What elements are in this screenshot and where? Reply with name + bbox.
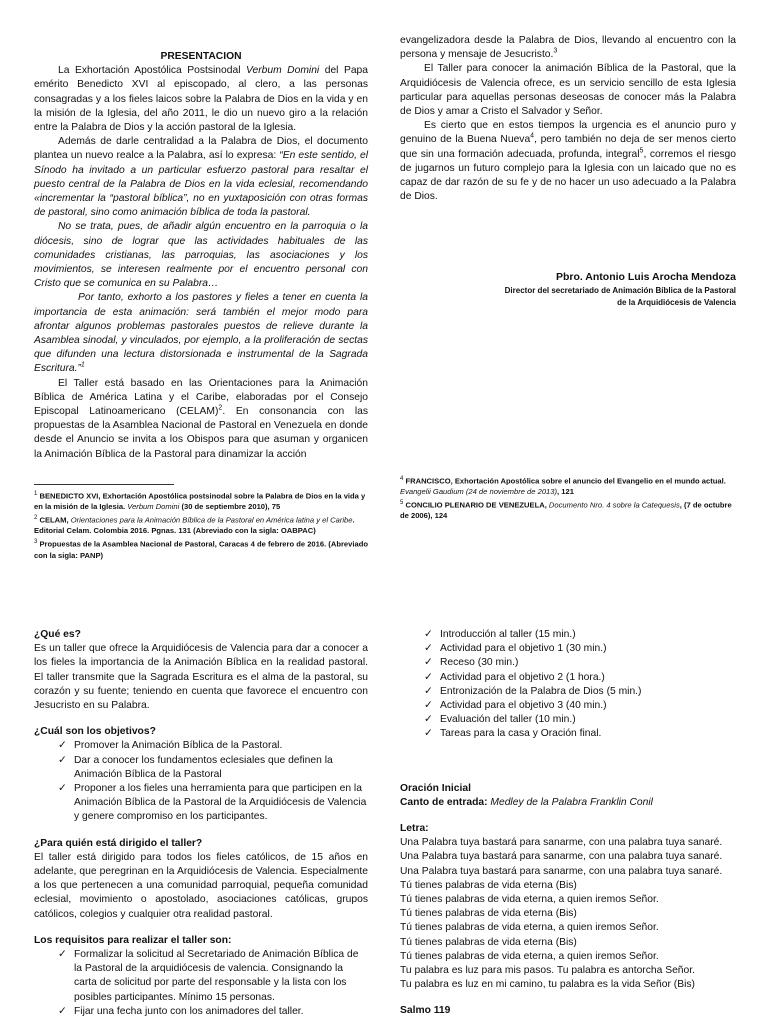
list-item: ✓ Actividad para el objetivo 1 (30 min.): [424, 642, 736, 656]
lyric-line: Tú tienes palabras de vida eterna, a quien iremos Señor.: [400, 894, 659, 906]
requirements-heading: Los requisitos para realizar el taller son:: [34, 934, 232, 946]
presentation-paragraph-1: La Exhortación Apostólica Postsinodal Verbum Domini del Papa emérito Benedicto XVI al episcopado, al clero, a las personas consagradas y a los fieles laicos sobre la Palabra de Dios en la vida y en la misión de la Iglesia, del año 2011, le dio un nuevo giro a la relación entre la Palabra de Dios y la acción pastoral de la Iglesia.: [34, 65, 369, 134]
footnote-3: $^3$ Propuestas de la Asamblea Nacional de Pastoral, Caracas 4 de febrero de 2016. (Abreviado con la sigla: PANP): [34, 539, 368, 560]
list-item: ✓ Proponer a los fieles una herramienta para que participen en la Animación Bíblica de la Pastoral de la Arquidiócesis de Valencia y genere compromiso en los participantes.: [58, 783, 367, 823]
presentation-paragraph-5: El Taller está basado en las Orientaciones para la Animación Bíblica de América Latina y el Caribe, elaboradas por el Consejo Episcopal Latinoamericano (CELAM)$^2$. En consonancia con las propuestas de la Asamblea Nacional de Pastoral en Venezuela en donde desde el Anuncio se invita a los Obispos para que asuman y organicen la Animación Bíblica de la Pastoral para dinamizar la acción: [34, 377, 368, 460]
list-item: ✓ Tareas para la casa y Oración final.: [424, 727, 736, 741]
question-what-is: ¿Qué es?: [34, 629, 81, 640]
list-item: ✓ Receso (30 min.): [424, 656, 736, 670]
checkmark-icon: ✓: [424, 657, 433, 669]
lyric-line: Una Palabra tuya bastará para sanarme, con una palabra tuya sanaré.: [400, 851, 723, 863]
requirements-list: [34, 948, 368, 1019]
list-item: ✓ Evaluación del taller (10 min.): [424, 713, 736, 727]
lyric-line: Tu palabra es luz en mi camino, tu palabra es la vida Señor (Bis): [400, 979, 695, 991]
footnote-2: $^2$ CELAM, Orientaciones para la Animación Bíblica de la Pastoral en América latina y el Caribe. Editorial Celam. Colombia 2016. Pgnas. 131 (Abreviado con la sigla: OABPAC): [34, 515, 355, 536]
checkmark-icon: ✓: [58, 740, 67, 752]
presentation-paragraph-3: No se trata, pues, de añadir algún encuentro en la parroquia o la diócesis, sino de lograr que las actividades habituales de las comunidades cristianas, las parroquias, las asociaciones y los movimientos, se interesen realmente por el encuentro personal con Cristo que se comunica en su Palabra…: [34, 221, 368, 290]
checkmark-icon: ✓: [58, 949, 67, 961]
list-item: ✓ Dar a conocer los fundamentos eclesiales que definen la Animación Bíblica de la Pastoral: [58, 754, 333, 780]
answer-what-is: Es un taller que ofrece la Arquidiócesis de Valencia para dar a conocer a los fieles la importancia de la Animación Bíblica en la realidad pastoral. El taller transmite que la Sagrada Escritura es el alma de la pastoral, su corazón y su fuente; teniendo en cuenta que favorece el encuentro con Jesucristo en su Palabra.: [34, 643, 368, 712]
lyric-line: Tú tienes palabras de vida eterna (Bis): [400, 879, 577, 891]
presentation-paragraph-4: Por tanto, exhorto a los pastores y fieles a tener en cuenta la importancia de esta animación: será también el mejor modo para afrontar algunos problemas pastorales puestos de relieve durante la Asamblea sinodal, y vinculados, por ejemplo, a la proliferación de sectas que difunden una lectura distorsionada e instrumental de la Sagrada Escritura.”$^1$: [34, 292, 368, 375]
checkmark-icon: ✓: [424, 714, 433, 726]
continuation-paragraph-2: El Taller para conocer la animación Bíblica de la Pastoral, que la Arquidiócesis de Valencia ofrece, es un servicio sencillo de esta Iglesia particular para aquellas personas deseosas de conocer más la Palabra de Dios y amar a Cristo el Salvador y Señor.: [400, 63, 736, 118]
prayer-title: Oración Inicial: [400, 782, 471, 794]
signature-block: [400, 270, 736, 308]
footnote-4: $^4$ FRANCISCO, Exhortación Apostólica sobre el anuncio del Evangelio en el mundo actual. Evangelii Gaudium (24 de noviembre de 2013), 121: [400, 476, 726, 497]
question-objectives: ¿Cuál son los objetivos?: [34, 726, 156, 738]
footnotes-left: [34, 474, 368, 561]
lyric-line: Una Palabra tuya bastará para sanarme, con una palabra tuya sanaré.: [400, 865, 723, 877]
list-item: ✓ Introducción al taller (15 min.): [424, 628, 736, 642]
list-item: ✓ Actividad para el objetivo 2 (1 hora.): [424, 671, 736, 685]
signature-role-line-1: Director del secretariado de Animación Bíblica de la Pastoral: [504, 285, 736, 295]
checkmark-icon: ✓: [58, 754, 67, 766]
footnote-5: $^5$ CONCILIO PLENARIO DE VENEZUELA, Documento Nro. 4 sobre la Catequesis, (7 de octubre de 2006), 124: [400, 500, 732, 521]
lyric-line: Tú tienes palabras de vida eterna (Bis): [400, 908, 577, 920]
checkmark-icon: ✓: [424, 728, 433, 740]
checkmark-icon: ✓: [424, 671, 433, 683]
presentation-column: [34, 50, 368, 462]
continuation-paragraph-1: evangelizadora desde la Palabra de Dios, llevando al encuentro con la persona y mensaje de Jesucristo.$^3$: [400, 35, 736, 61]
answer-audience: El taller está dirigido para todos los fieles católicos, de 15 años en adelante, que peregrinan en la Arquidiócesis de Valencia. Especialmente a los que pertenecen a una comunidad parroquial, pequeña comunidad eclesial, movimiento o apostolado, asociaciones católicas, grupos católicos, colegios y cualquier otra realidad pastoral.: [34, 851, 368, 920]
presentation-title: PRESENTACION: [160, 51, 242, 62]
agenda-list: [400, 628, 736, 742]
list-item: ✓ Promover la Animación Bíblica de la Pastoral.: [58, 739, 368, 753]
footnote-1: $^1$ BENEDICTO XVI, Exhortación Apostólica postsinodal sobre la Palabra de Dios en la vida y en la misión de la Iglesia. Verbum Domini (30 de septiembre 2010), 75: [34, 491, 366, 512]
list-item: ✓ Formalizar la solicitud al Secretariado de Animación Bíblica de la Pastoral de la arquidiócesis de valencia. Consignando la carta de solicitud por parte del responsable y la lista con los posibles participantes. Mínimo 15 personas.: [58, 949, 359, 1003]
checkmark-icon: ✓: [58, 783, 67, 795]
opening-prayer: [400, 782, 736, 1019]
checkmark-icon: ✓: [424, 700, 433, 712]
footnotes-right: [400, 474, 736, 522]
list-item: ✓ Entronización de la Palabra de Dios (5 min.): [424, 685, 736, 699]
lyric-line: Tú tienes palabras de vida eterna, a quien iremos Señor.: [400, 922, 659, 934]
list-item: ✓ Fijar una fecha junto con los animadores del taller.: [58, 1005, 368, 1019]
psalm-heading: Salmo 119: [400, 1005, 451, 1017]
lyric-line: Tú tienes palabras de vida eterna (Bis): [400, 936, 577, 948]
lyric-line: Tú tienes palabras de vida eterna, a quien iremos Señor.: [400, 950, 659, 962]
checkmark-icon: ✓: [424, 629, 433, 640]
workshop-info-column: [34, 628, 368, 1019]
checkmark-icon: ✓: [424, 643, 433, 655]
presentation-paragraph-2: Además de darle centralidad a la Palabra de Dios, el documento plantea un nuevo realce a la Palabra, así lo expresa: “En este sentido, el Sínodo ha invitado a un particular esfuerzo pastoral para resaltar el puesto central de la Palabra de Dios en la vida eclesial, recomendando «incrementar la “pastoral bíblica”, no en yuxtaposición con otras formas de pastoral, sino como animación bíblica de toda la pastoral.: [34, 136, 369, 219]
entrance-song: Canto de entrada: Medley de la Palabra Franklin Conil: [400, 796, 653, 808]
lyrics-label: Letra:: [400, 823, 429, 835]
question-audience: ¿Para quién está dirigido el taller?: [34, 837, 203, 849]
lyric-line: Tu palabra es luz para mis pasos. Tu palabra es antorcha Señor.: [400, 965, 695, 977]
list-item: ✓ Actividad para el objetivo 3 (40 min.): [424, 699, 736, 713]
continuation-paragraph-3: Es cierto que en estos tiempos la urgencia es el anuncio puro y genuino de la Buena Nueva$^4$, pero también no deja de ser menos cierto que sin una formación adecuada, profunda, integral$^5$, corremos el riesgo de jugarnos un futuro complejo para la Iglesia con un laicado que no es capaz de dar razón de su fe y de no hacer un uso adecuado a la Palabra de Dios.: [400, 120, 736, 203]
checkmark-icon: ✓: [58, 1005, 67, 1017]
checkmark-icon: ✓: [424, 685, 433, 697]
objectives-list: [34, 739, 368, 824]
agenda-prayer-column: [400, 628, 736, 1019]
signature-role-line-2: de la Arquidiócesis de Valencia: [617, 297, 736, 307]
footnote-divider: [34, 484, 174, 485]
signature-name: Pbro. Antonio Luis Arocha Mendoza: [555, 271, 736, 284]
presentation-continuation-column: [400, 34, 736, 309]
lyric-line: Una Palabra tuya bastará para sanarme, con una palabra tuya sanaré.: [400, 837, 723, 849]
